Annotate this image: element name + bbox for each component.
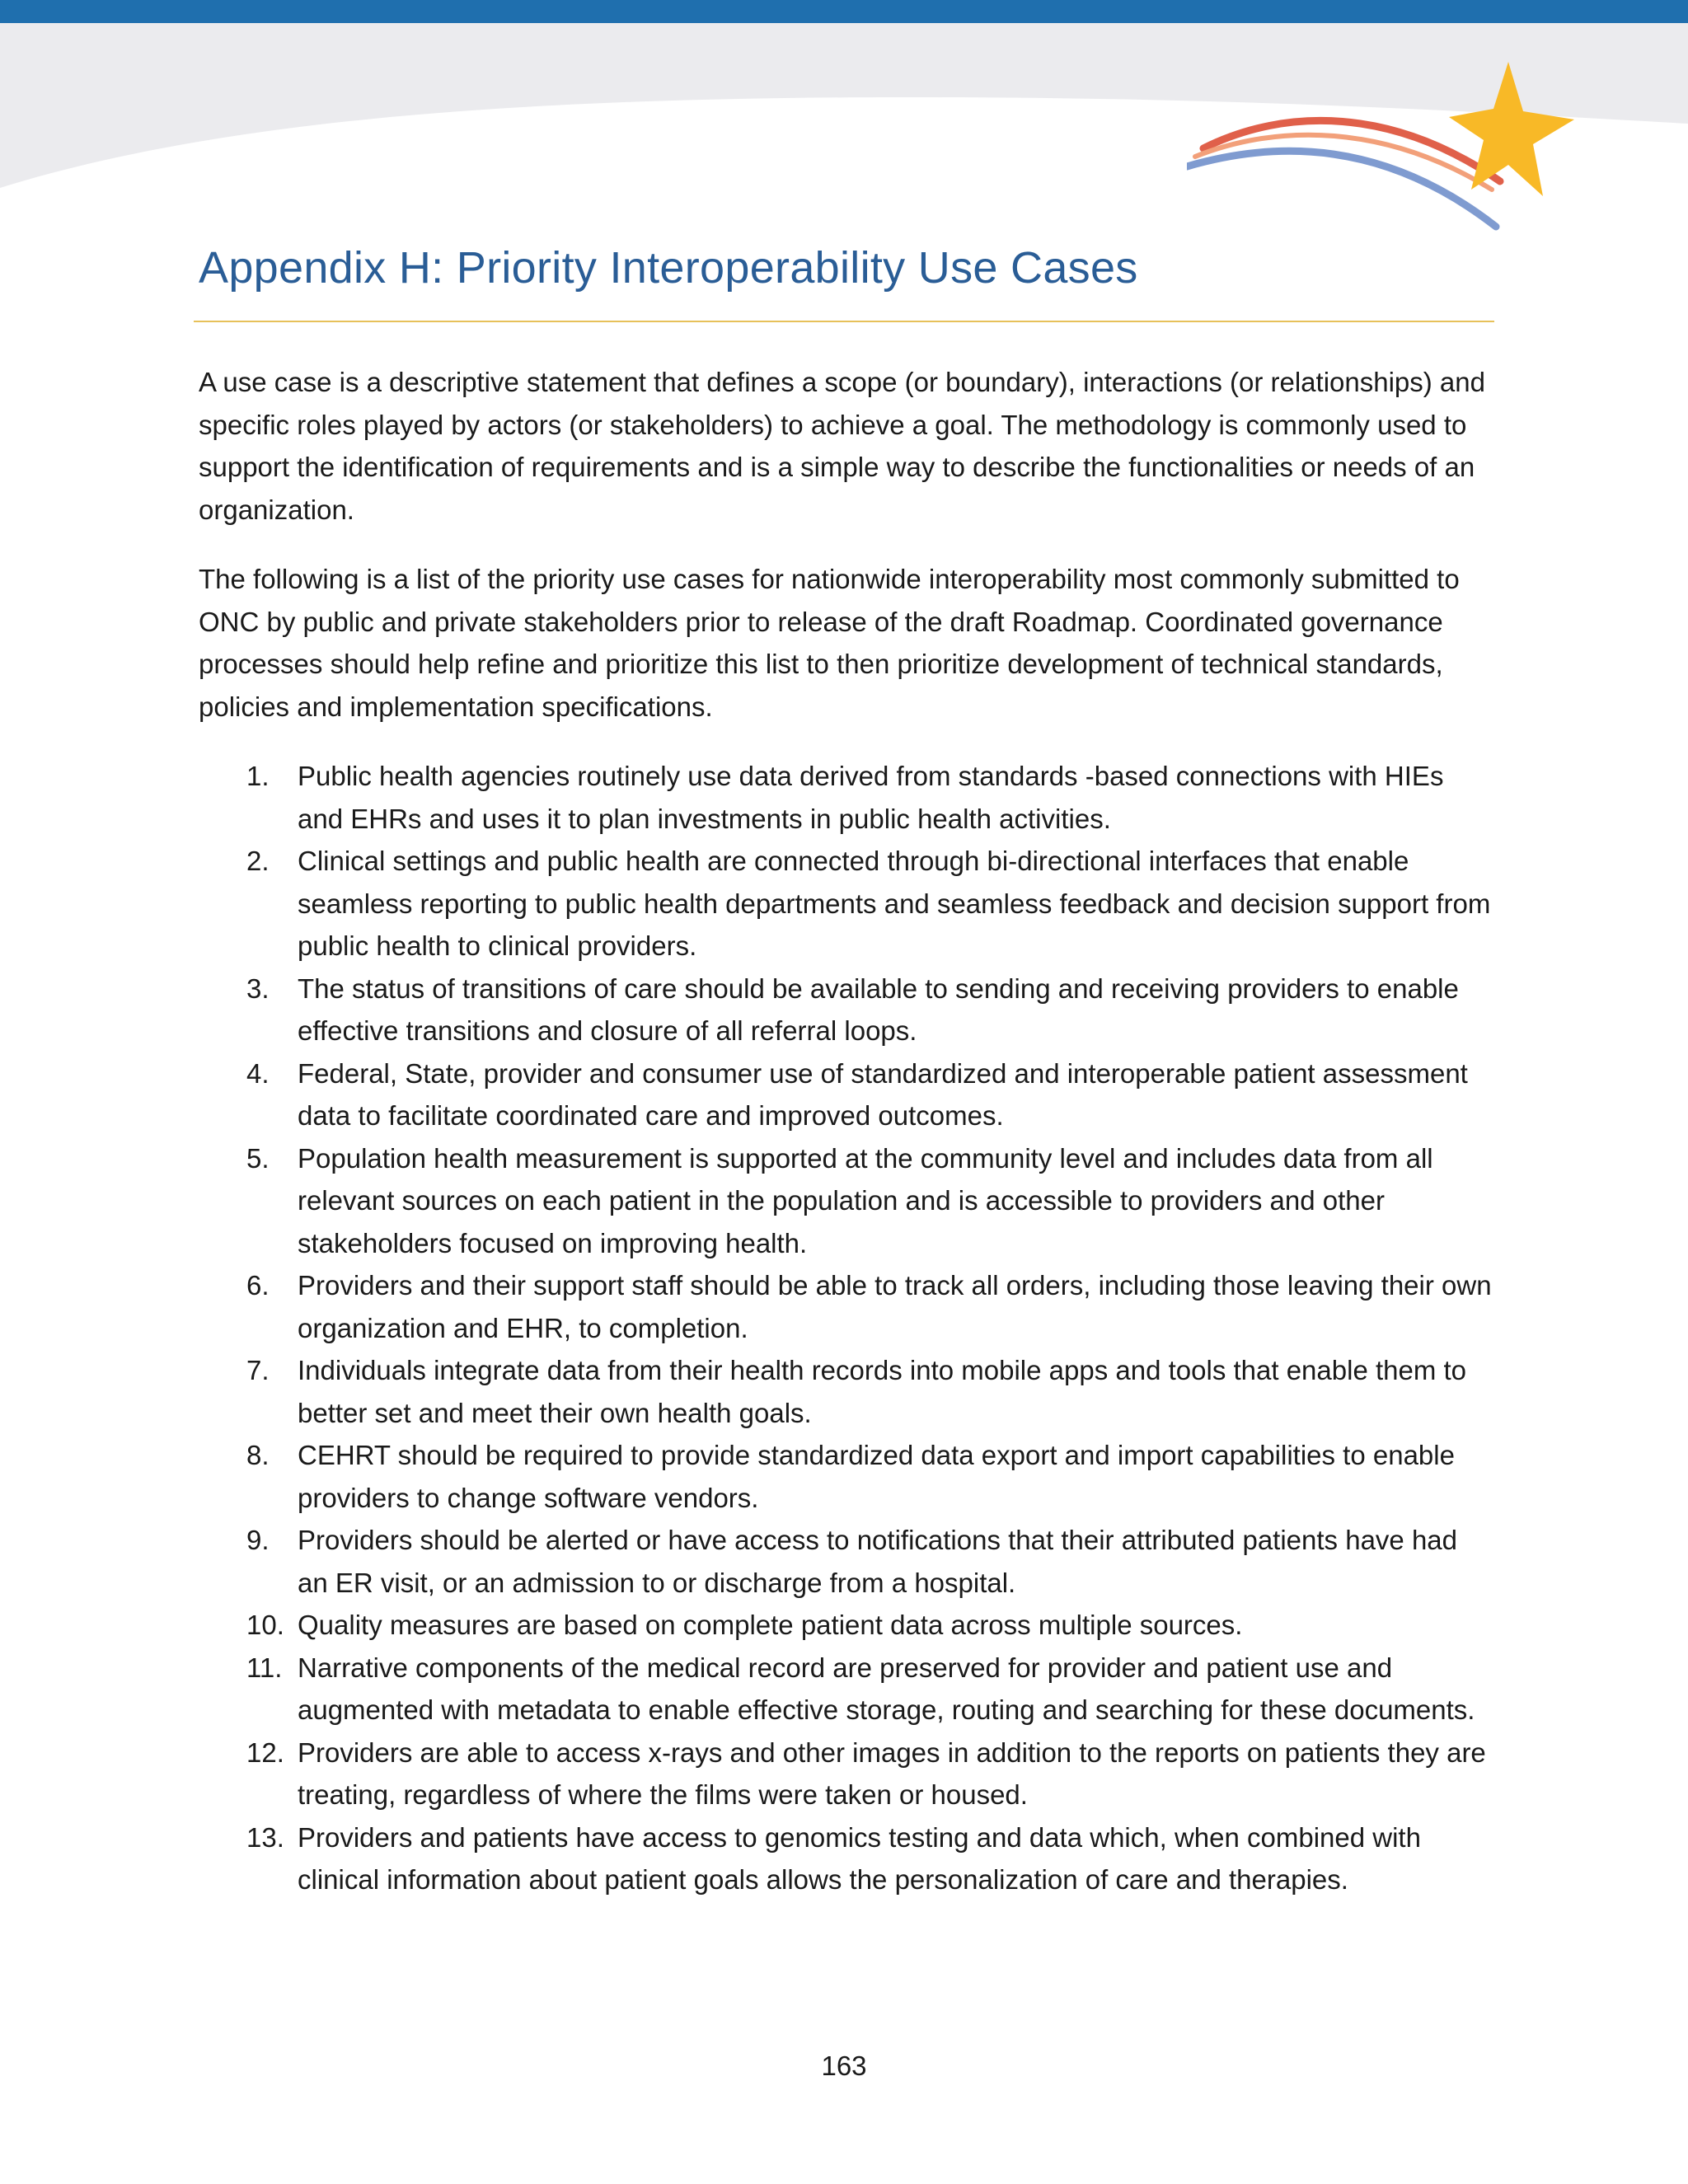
list-item-text: Providers and patients have access to genomics testing and data which, when combined with clinical information about patient goals allows the personalization of care and therapies.	[298, 1821, 1421, 1895]
list-item-text: Narrative components of the medical record are preserved for provider and patient use and augmented with metadata to enable effective storage, routing and searching for these documents.	[298, 1652, 1475, 1725]
intro-paragraph-1: A use case is a descriptive statement that defines a scope (or boundary), interactions (or relationships) and specific roles played by actors (or stakeholders) to achieve a goal. The methodology is commonly used to support the identification of requirements and is a simple way to describe the functionalities or needs of an organization.	[199, 367, 1485, 525]
blue-stripe	[1187, 151, 1496, 227]
list-item-number: 6.	[246, 1270, 270, 1301]
list-item-text: Quality measures are based on complete patient data across multiple sources.	[298, 1610, 1243, 1640]
list-item	[199, 1816, 1494, 1901]
list-item	[199, 1647, 1494, 1732]
list-item	[199, 1349, 1494, 1434]
shooting-star-logo	[1187, 58, 1599, 239]
title-underline-rule	[194, 321, 1494, 322]
list-item	[199, 840, 1494, 968]
list-item-text: Federal, State, provider and consumer use of standardized and interoperable patient assessment data to facilitate coordinated care and improved outcomes.	[298, 1057, 1468, 1131]
list-item-text: Providers and their support staff should be able to track all orders, including those leaving their own organization and EHR, to completion.	[298, 1270, 1492, 1343]
list-item	[199, 1604, 1494, 1647]
list-item-text: CEHRT should be required to provide standardized data export and import capabilities to enable providers to change software vendors.	[298, 1440, 1455, 1513]
list-item-number: 2.	[246, 846, 270, 876]
page-title: Appendix H: Priority Interoperability Use Cases	[199, 243, 1138, 293]
use-case-list	[199, 755, 1494, 1901]
list-item	[199, 1519, 1494, 1604]
list-item	[199, 1434, 1494, 1519]
list-item	[199, 1137, 1494, 1265]
list-item-number: 3.	[246, 972, 270, 1004]
list-item-text: Individuals integrate data from their health records into mobile apps and tools that enable them to better set and meet their own health goals.	[298, 1355, 1467, 1428]
list-item-text: Providers should be alerted or have access to notifications that their attributed patients have had an ER visit, or an admission to or discharge from a hospital.	[298, 1525, 1458, 1598]
list-item	[199, 1052, 1494, 1137]
list-item-number: 7.	[246, 1355, 270, 1385]
list-item	[199, 968, 1494, 1052]
list-item-text: Clinical settings and public health are connected through bi-directional interfaces that enable seamless reporting to public health departments and seamless feedback and decision support from public health to clinical providers.	[298, 846, 1491, 961]
list-item	[199, 1732, 1494, 1816]
list-item-number: 1.	[246, 761, 270, 791]
list-item-text: Population health measurement is supported at the community level and includes data from all relevant sources on each patient in the population and is accessible to providers and other stakeholders focused on improving health.	[298, 1142, 1433, 1258]
orange-stripe	[1195, 135, 1492, 190]
list-item-text: Providers are able to access x-rays and other images in addition to the reports on patients they are treating, regardless of where the films were taken or housed.	[298, 1736, 1486, 1810]
list-item-number: 12.	[246, 1736, 284, 1768]
list-item-text: Public health agencies routinely use data derived from standards -based connections with HIEs and EHRs and uses it to plan investments in public health activities.	[298, 761, 1444, 834]
list-item	[199, 755, 1494, 840]
list-item-number: 9.	[246, 1525, 270, 1555]
list-item-number: 8.	[246, 1440, 270, 1470]
list-item-text: The status of transitions of care should be available to sending and receiving providers to enable effective transitions and closure of all referral loops.	[298, 972, 1459, 1046]
list-item-number: 10.	[246, 1610, 284, 1640]
page-content	[199, 235, 1494, 1901]
list-item-number: 13.	[246, 1821, 284, 1853]
page-number: 163	[821, 2050, 867, 2081]
list-item-number: 4.	[246, 1057, 270, 1089]
list-item-number: 11.	[246, 1652, 283, 1683]
intro-paragraph-2: The following is a list of the priority use cases for nationwide interoperability most commonly submitted to ONC by public and private stakeholders prior to release of the draft Roadmap. Coordinated governance processes should help refine and prioritize this list to then prioritize development of technical standards, policies and implementation specifications.	[199, 564, 1460, 722]
list-item-number: 5.	[246, 1142, 270, 1174]
list-item	[199, 1264, 1494, 1349]
